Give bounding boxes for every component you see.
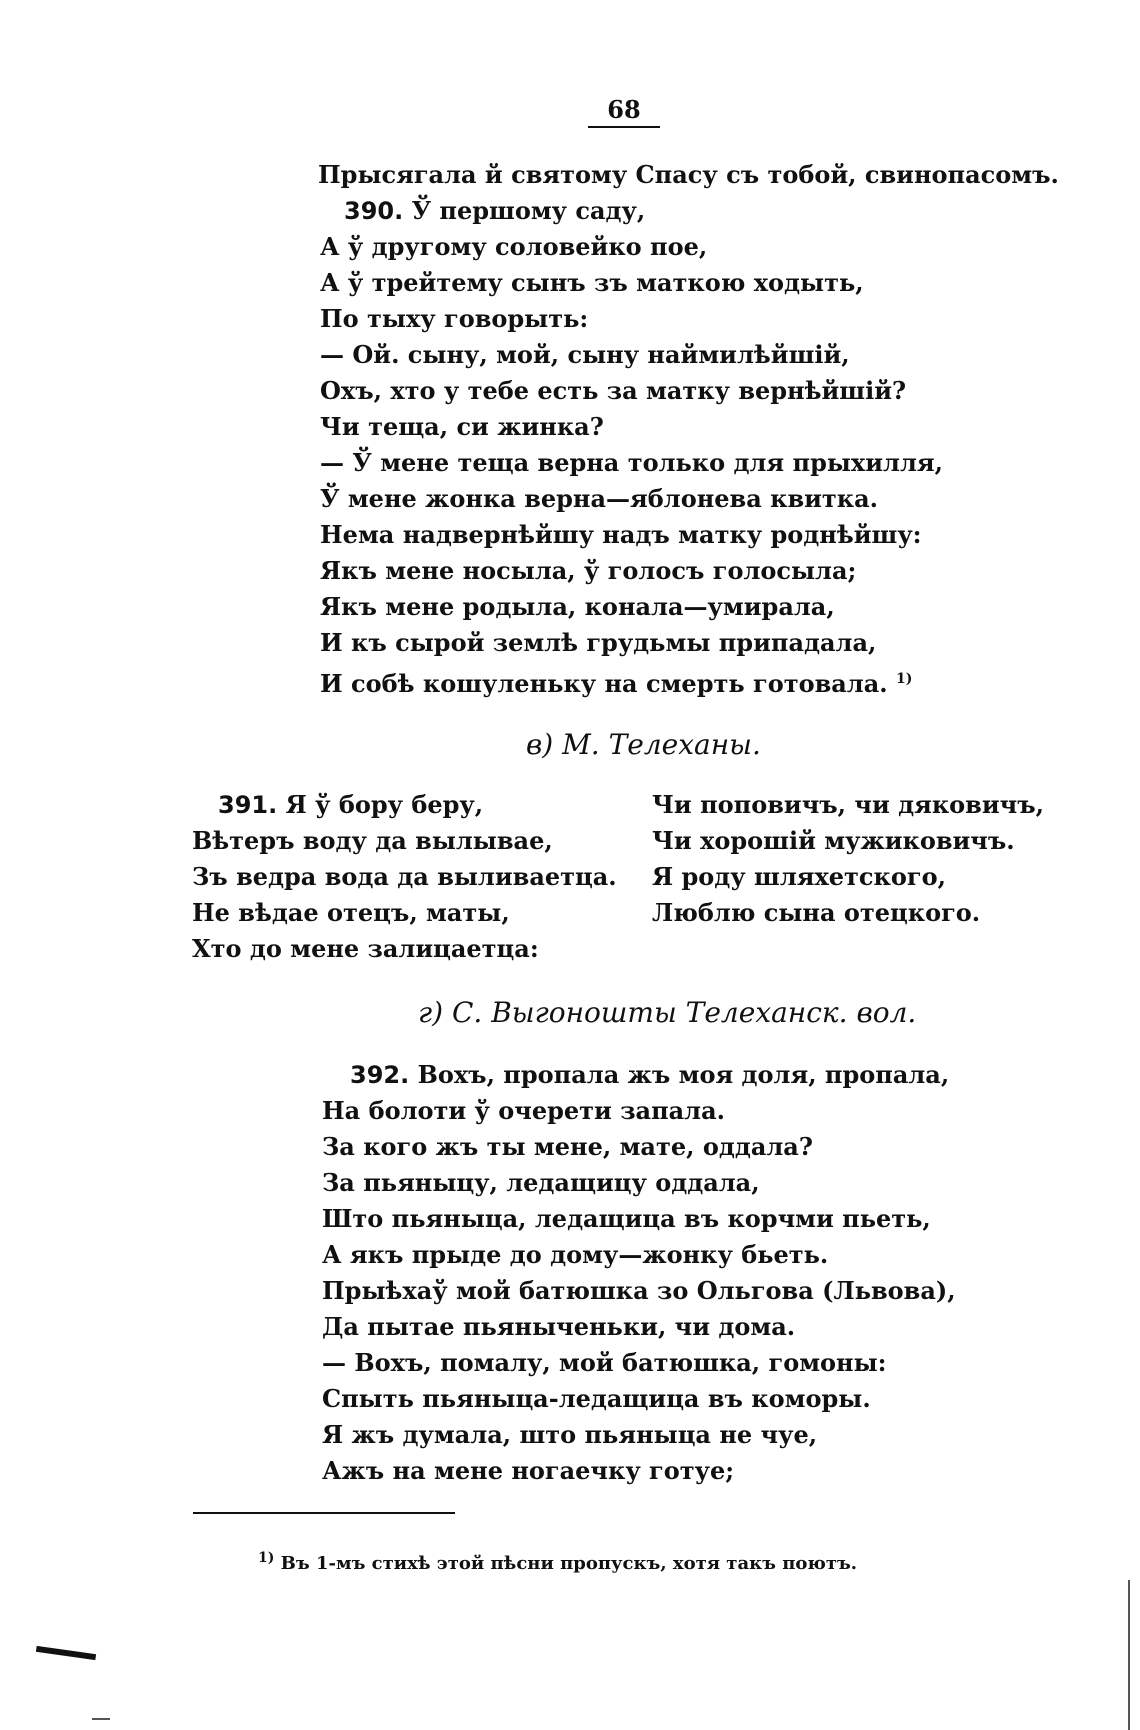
scan-artifact-dash (92, 1718, 110, 1720)
song-392-line-8: Да пытае пьяныченьки, чи дома. (322, 1312, 796, 1341)
song-390-line-11: Якъ мене носыла, ў голосъ голосыла; (320, 556, 857, 585)
song-391-left-line-2: Вѣтеръ воду да вылывае, (192, 826, 553, 855)
song-390-line-12: Якъ мене родыла, конала—умирала, (320, 592, 835, 621)
song-392-line-9: — Вохъ, помалу, мой батюшка, гомоны: (322, 1348, 887, 1377)
song-392-line-3: За кого жъ ты мене, мате, оддала? (322, 1132, 813, 1161)
page-number: 68 (607, 95, 641, 124)
scan-artifact-mark (36, 1646, 96, 1660)
song-390-line-13: И къ сырой землѣ грудьмы припадала, (320, 628, 877, 657)
song-391-right-line-3: Я роду шляхетского, (652, 862, 946, 891)
song-390-line-8: — Ў мене теща верна только для прыхилля, (320, 448, 943, 477)
footnote-text: Въ 1-мъ стихѣ этой пѣсни пропускъ, хотя такъ поютъ. (280, 1553, 858, 1574)
song-392-line-2: На болоти ў очерети запала. (322, 1096, 726, 1125)
song-391-left-line-4: Не вѣдае отецъ, маты, (192, 898, 510, 927)
song-392-line-1: Вохъ, пропала жъ моя доля, пропала, (417, 1060, 950, 1089)
song-390-line-5: — Ой. сыну, мой, сыну наймилѣйшій, (320, 340, 850, 369)
song-392-line-12: Ажъ на мене ногаечку готуе; (322, 1456, 735, 1485)
section-heading-telekhany: в) М. Телеханы. (526, 728, 761, 761)
song-391-right-line-1: Чи поповичъ, чи дяковичъ, (652, 790, 1044, 819)
song-392-line-5: Што пьяныца, ледащица въ корчми пьеть, (322, 1204, 931, 1233)
song-391-left-line-5: Хто до мене залицаетца: (192, 934, 539, 963)
song-392-line-6: А якъ прыде до дому—жонку бьеть. (322, 1240, 829, 1269)
song-390-line-10: Нема надвернѣйшу надъ матку роднѣйшу: (320, 520, 922, 549)
song-392-first-line (350, 1060, 949, 1090)
footnote (258, 1546, 857, 1576)
song-number-392: 392. (350, 1061, 410, 1089)
song-390-line-14 (320, 664, 912, 699)
footnote-reference: 1) (896, 671, 913, 687)
song-391-left-line-3: Зъ ведра вода да выливаетца. (192, 862, 617, 891)
song-390-line-9: Ў мене жонка верна—яблонева квитка. (320, 484, 879, 513)
song-392-line-10: Спыть пьяныца-ледащица въ коморы. (322, 1384, 871, 1413)
song-390-line-1: Ў першому саду, (411, 196, 646, 225)
song-392-line-4: За пьяныцу, ледащицу оддала, (322, 1168, 760, 1197)
continuation-line: Прысягала й святому Спасу съ тобой, свинопасомъ. (318, 160, 1059, 189)
song-391-first-line (218, 790, 483, 820)
song-391-right-line-2: Чи хорошій мужиковичъ. (652, 826, 1015, 855)
song-392-line-7: Прыѣхаў мой батюшка зо Ольгова (Львова), (322, 1276, 956, 1305)
page-number-rule (588, 126, 660, 128)
song-number-390: 390. (344, 197, 404, 225)
song-number-391: 391. (218, 791, 278, 819)
song-390-line-6: Охъ, хто у тебе есть за матку вернѣйшій? (320, 376, 907, 405)
song-391-left-line-1: Я ў бору беру, (285, 790, 484, 819)
footnote-rule (193, 1512, 455, 1514)
section-heading-vygonoshchy: г) С. Выгоношты Телеханск. вол. (418, 996, 917, 1029)
song-390-line-2: А ў другому соловейко пое, (320, 232, 708, 261)
song-392-line-11: Я жъ думала, што пьяныца не чуе, (322, 1420, 818, 1449)
scan-edge-line (1128, 1580, 1130, 1730)
song-390-line-4: По тыху говорыть: (320, 304, 589, 333)
song-390-first-line (344, 196, 645, 226)
song-390-line-14-text: И собѣ кошуленьку на смерть готовала. (320, 669, 888, 698)
footnote-mark: 1) (258, 1550, 275, 1566)
song-390-line-7: Чи теща, си жинка? (320, 412, 604, 441)
song-391-right-line-4: Люблю сына отецкого. (652, 898, 981, 927)
song-390-line-3: А ў трейтему сынъ зъ маткою ходыть, (320, 268, 864, 297)
